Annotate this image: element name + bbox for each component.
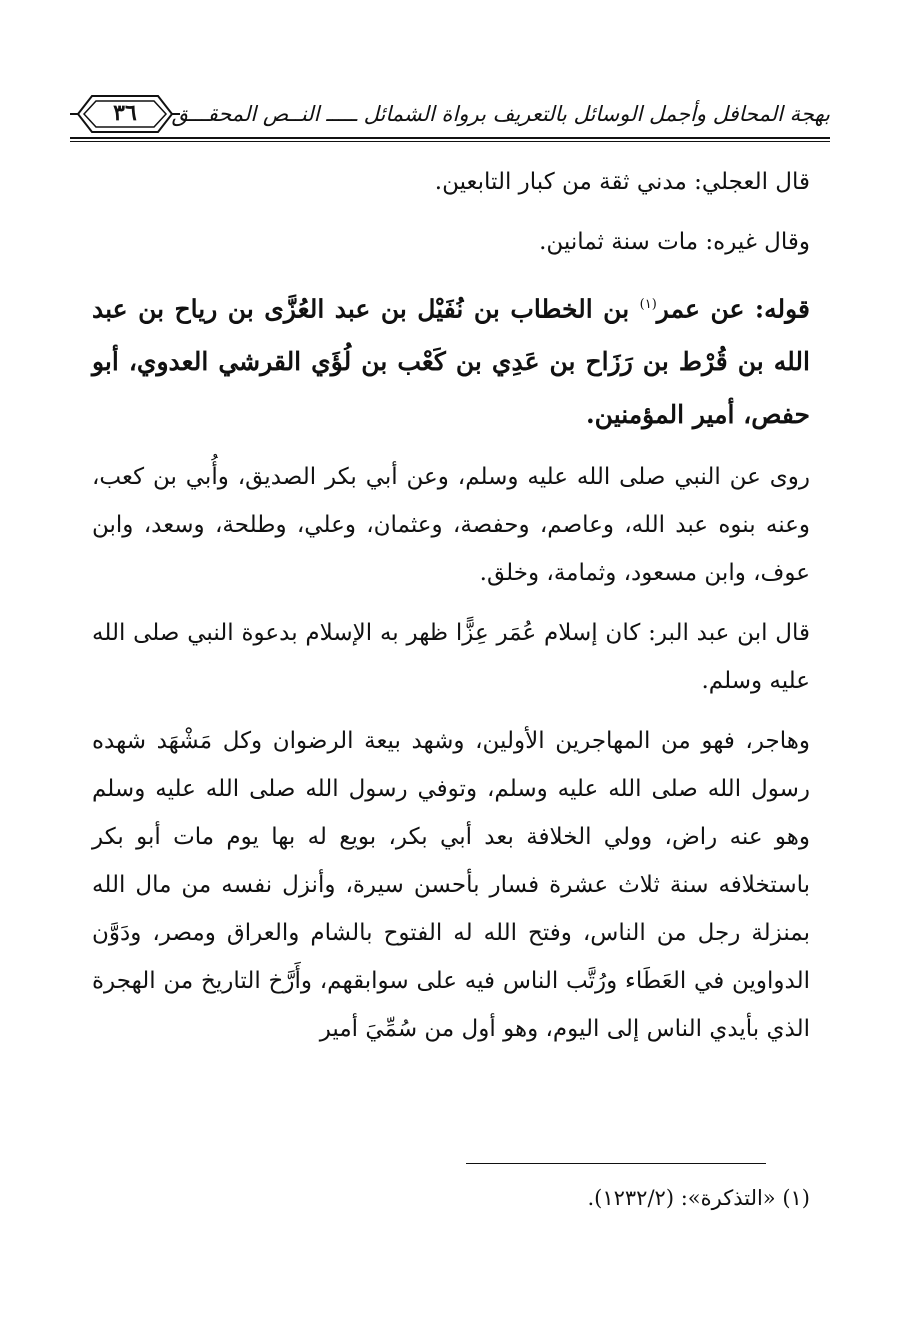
footnote-reference: (١): [639, 297, 657, 312]
header-rule-thin: [70, 141, 830, 142]
paragraph-death-year: وقال غيره: مات سنة ثمانين.: [539, 229, 810, 255]
header-rule: [70, 137, 830, 139]
running-header-title: بهجة المحافل وأجمل الوسائل بالتعريف برواة الشمائل ـــــ النــص المحقـــق: [171, 102, 830, 126]
main-text: [92, 158, 810, 1065]
page-number-ornament: [70, 92, 180, 136]
lineage-text-start: قوله: عن عمر: [656, 294, 810, 324]
page-number: ٣٦: [113, 100, 137, 126]
paragraph-umar-lineage: [92, 278, 810, 441]
lineage-text-rest: بن الخطاب بن نُفَيْل بن عبد العُزَّى بن رياح بن عبد الله بن قُرْط بن رَزَاح بن عَدِي بن كَعْب بن لُؤَي القرشي العدوي، أبو حفص، أمير المؤمنين.: [92, 294, 810, 430]
paragraph-ijli: قال العجلي: مدني ثقة من كبار التابعين.: [434, 169, 810, 195]
paragraph-narrators: روى عن النبي صلى الله عليه وسلم، وعن أبي بكر الصديق، وأُبي بن كعب، وعنه بنوه عبد الله، وعاصم، وحفصة، وعثمان، وعلي، وطلحة، وسعد، وابن عوف، وابن مسعود، وثمامة، وخلق.: [92, 464, 810, 587]
footnote-separator: [466, 1163, 766, 1164]
paragraph-hijra-caliphate: وهاجر، فهو من المهاجرين الأولين، وشهد بيعة الرضوان وكل مَشْهَد شهده رسول الله صلى الله عليه وسلم، وتوفي رسول الله صلى الله عليه وسلم وهو عنه راض، وولي الخلافة بعد أبي بكر، بويع له بها يوم مات أبو بكر باستخلافه سنة ثلاث عشرة فسار بأحسن سيرة، وأنزل نفسه من مال الله بمنزلة رجل من الناس، وفتح الله له الفتوح بالشام والعراق ومصر، ودَوَّن الدواوين في العَطَاء ورُتَّب الناس فيه على سوابقهم، وأَرَّخ التاريخ من الهجرة الذي بأيدي الناس إلى اليوم، وهو أول من سُمِّيَ أمير: [92, 728, 810, 1043]
footnote: (١) «التذكرة»: (١٢٣٢/٢).: [587, 1186, 810, 1210]
page-header: [70, 92, 830, 146]
paragraph-ibn-abd-al-barr: قال ابن عبد البر: كان إسلام عُمَر عِزًّا ظهر به الإسلام بدعوة النبي صلى الله عليه وسلم.: [92, 620, 810, 695]
